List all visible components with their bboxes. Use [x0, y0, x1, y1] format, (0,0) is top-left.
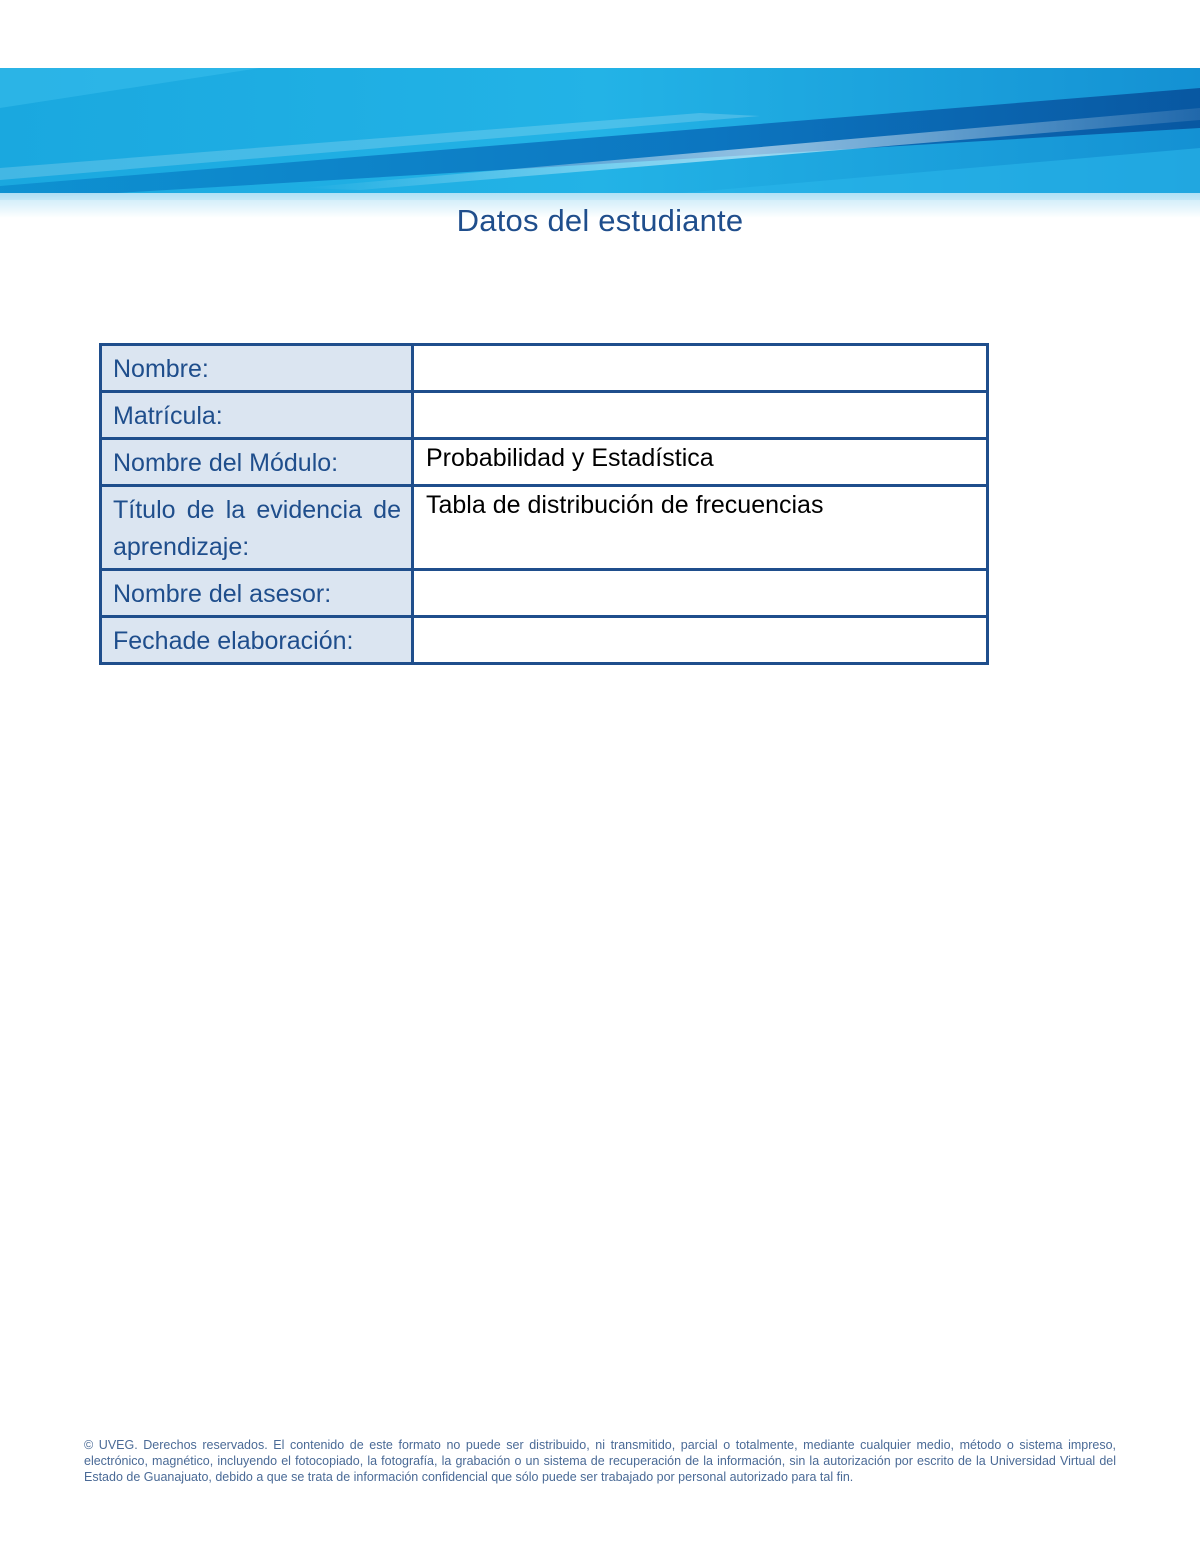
advisor-name-label: Nombre del asesor:	[101, 570, 413, 617]
copyright-notice: © UVEG. Derechos reservados. El contenido de este formato no puede ser distribuido, ni transmitido, parcial o totalmente, mediante cualquier medio, método o sistema impreso, electrónico, magnético, incluyendo el fotocopiado, la fotografía, la grabación o un sistema de recuperación de la información, sin la autorización por escrito de la Universidad Virtual del Estado de Guanajuato, debido a que se trata de información confidencial que sólo puede ser trabajado por personal autorizado para tal fin.	[84, 1438, 1116, 1484]
matricula-field[interactable]	[413, 392, 988, 439]
student-data-table	[99, 343, 989, 665]
name-label: Nombre:	[101, 345, 413, 392]
advisor-name-field[interactable]	[413, 570, 988, 617]
name-field[interactable]	[413, 345, 988, 392]
evidence-title-label: Título de la evidencia de aprendizaje:	[101, 486, 413, 570]
matricula-label: Matrícula:	[101, 392, 413, 439]
date-field[interactable]	[413, 617, 988, 664]
module-name-field[interactable]: Probabilidad y Estadística	[413, 439, 988, 486]
page-title: Datos del estudiante	[456, 203, 744, 238]
table-row	[101, 345, 988, 392]
module-name-label: Nombre del Módulo:	[101, 439, 413, 486]
table-row	[101, 617, 988, 664]
table-row	[101, 392, 988, 439]
evidence-title-field[interactable]: Tabla de distribución de frecuencias	[413, 486, 988, 570]
table-row	[101, 439, 988, 486]
table-row	[101, 570, 988, 617]
header-banner	[0, 68, 1200, 218]
date-label: Fechade elaboración:	[101, 617, 413, 664]
table-row	[101, 486, 988, 570]
